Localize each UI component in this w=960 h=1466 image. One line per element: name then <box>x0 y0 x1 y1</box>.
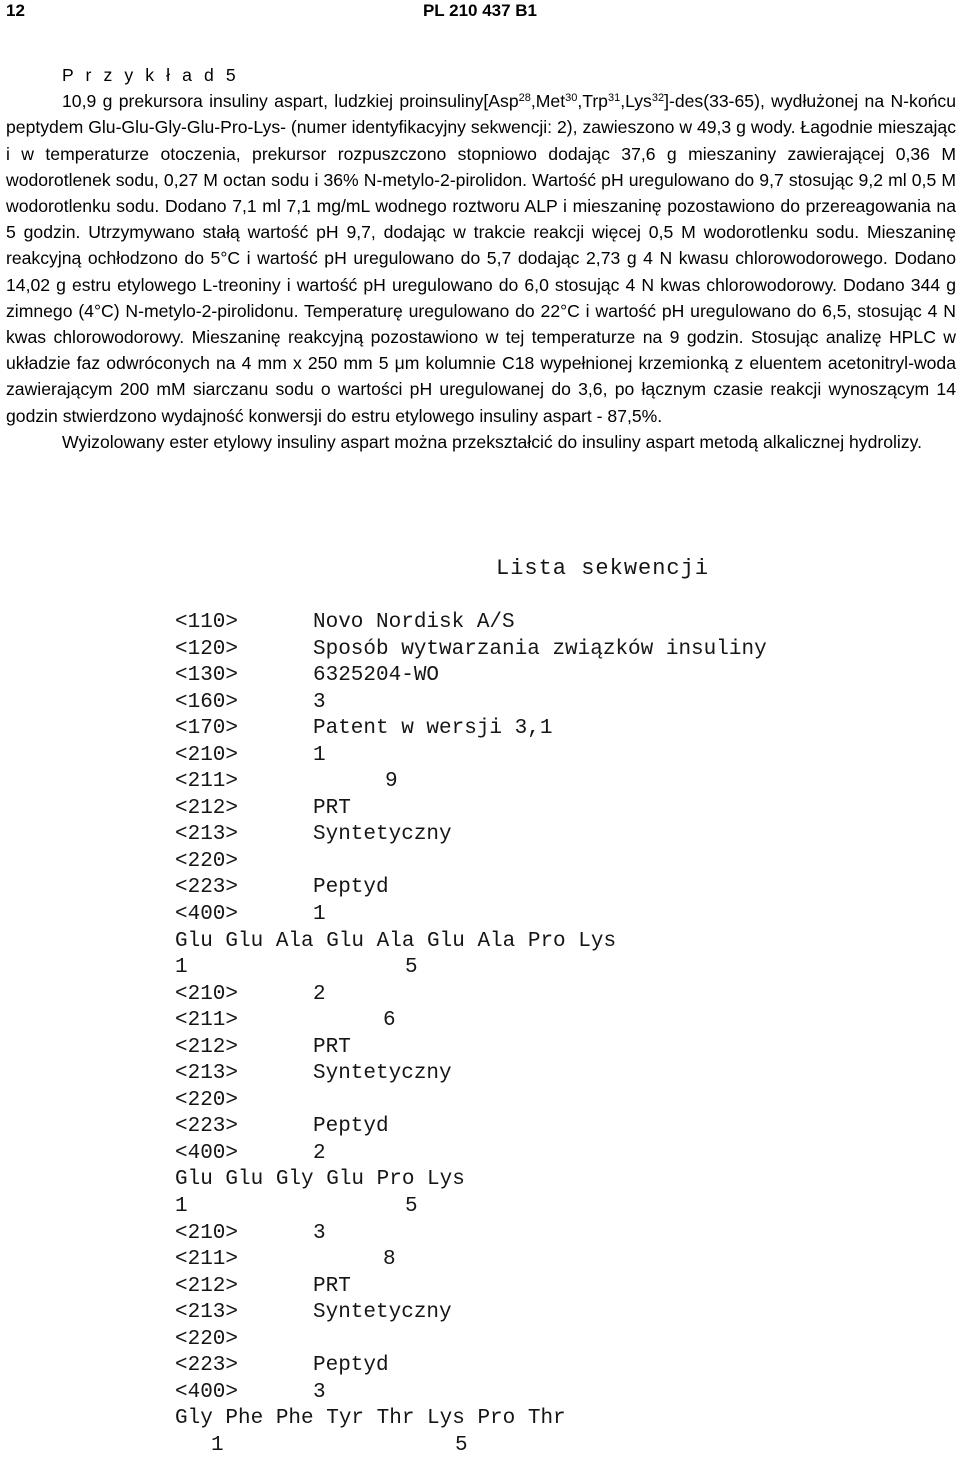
seq-value: PRT <box>313 1035 351 1059</box>
sequence-listing <box>0 556 960 1461</box>
example-section <box>6 62 956 455</box>
seq1-line-212 <box>175 796 767 823</box>
seq-value: Peptyd <box>313 1115 389 1139</box>
seq-tag: <211> <box>175 1009 239 1033</box>
seq-value: 6 <box>383 1009 396 1033</box>
example-paragraph-1 <box>6 88 956 429</box>
seq2-line-213 <box>175 1061 767 1088</box>
seq-header-line <box>175 663 767 690</box>
seq-value: Syntetyczny <box>313 823 452 847</box>
page-header <box>0 0 960 24</box>
seq-header-line <box>175 637 767 664</box>
superscript-28: 28 <box>518 92 531 105</box>
seq1-line-400 <box>175 902 767 929</box>
seq1-line-223 <box>175 875 767 902</box>
seq3-line-211 <box>175 1247 767 1274</box>
seq-value: 6325204-WO <box>313 664 440 688</box>
seq-value: 9 <box>385 770 398 794</box>
seq1-line-210 <box>175 743 767 770</box>
example-title: P r z y k ł a d 5 <box>62 65 240 85</box>
seq2-line-210 <box>175 982 767 1009</box>
paragraph-text: ,Trp <box>577 91 608 112</box>
seq-number-start: 1 <box>175 1195 188 1219</box>
seq-value: Sposób wytwarzania związków insuliny <box>313 637 767 661</box>
seq2-line-223 <box>175 1114 767 1141</box>
seq-number-five: 5 <box>405 956 418 980</box>
seq-value: PRT <box>313 796 351 820</box>
page-number: 12 <box>6 1 25 20</box>
seq-value: 2 <box>313 982 326 1006</box>
seq-value: 3 <box>313 1221 326 1245</box>
paragraph-text: 10,9 g prekursora insuliny aspart, ludzkiej proinsuliny[Asp <box>62 91 519 112</box>
seq-tag: <211> <box>175 1248 239 1272</box>
seq3-line-400 <box>175 1380 767 1407</box>
seq-number-start: 1 <box>175 956 188 980</box>
seq3-residues: Gly Phe Phe Tyr Thr Lys Pro Thr <box>175 1407 566 1431</box>
seq-tag: <210> <box>175 982 239 1006</box>
seq-header-line <box>175 716 767 743</box>
seq-tag: <220> <box>175 1327 239 1351</box>
seq3-line-220 <box>175 1327 767 1354</box>
seq-value: 3 <box>313 1380 326 1404</box>
seq-number-five: 5 <box>405 1195 418 1219</box>
seq1-line-213 <box>175 822 767 849</box>
superscript-30: 30 <box>565 92 578 105</box>
seq-value: PRT <box>313 1274 351 1298</box>
seq-value: Syntetyczny <box>313 1062 452 1086</box>
seq-value: 1 <box>313 903 326 927</box>
seq-tag: <400> <box>175 1380 239 1404</box>
seq1-line-211 <box>175 769 767 796</box>
seq1-numbering <box>175 955 767 982</box>
seq-tag: <160> <box>175 690 239 714</box>
seq-number-start: 1 <box>211 1433 224 1457</box>
seq-tag: <170> <box>175 717 239 741</box>
seq-header-line <box>175 610 767 637</box>
seq-tag: <400> <box>175 903 239 927</box>
seq-number-five: 5 <box>455 1433 468 1457</box>
seq-tag: <223> <box>175 1354 239 1378</box>
seq-tag: <213> <box>175 1301 239 1325</box>
seq-value: 8 <box>383 1248 396 1272</box>
seq-value: 3 <box>313 690 326 714</box>
seq-tag: <400> <box>175 1141 239 1165</box>
seq-tag: <120> <box>175 637 239 661</box>
seq-tag: <212> <box>175 796 239 820</box>
sequence-listing-lines <box>175 610 767 1460</box>
paragraph-text: ,Met <box>530 91 566 112</box>
seq-tag: <213> <box>175 1062 239 1086</box>
seq2-line-220 <box>175 1088 767 1115</box>
seq-value: 1 <box>313 743 326 767</box>
seq2-line-400 <box>175 1141 767 1168</box>
seq-header-line <box>175 690 767 717</box>
seq-tag: <220> <box>175 849 239 873</box>
seq1-line-220 <box>175 849 767 876</box>
paragraph-text: ,Lys <box>620 91 652 112</box>
seq-tag: <223> <box>175 876 239 900</box>
seq-tag: <110> <box>175 611 239 634</box>
example-paragraph-2: Wyizolowany ester etylowy insuliny aspart można przekształcić do insuliny aspart metodą alkalicznej hydrolizy. <box>62 431 923 452</box>
superscript-31: 31 <box>607 92 621 105</box>
seq-tag: <210> <box>175 1221 239 1245</box>
seq3-numbering <box>175 1433 767 1460</box>
paragraph-text: ]-des(33-65), wydłużonej na N-końcu peptydem Glu-Glu-Gly-Glu-Pro-Lys- (numer identyfikacyjny sekwencji: 2), zawieszono w 49,3 g wody. Łagodnie mieszając i w temperaturze otoczenia, prekursor rozpuszczono stopniowo dodając 37,6 g mieszaniny zawierającej 0,36 M wodorotlenek sodu, 0,27 M octan sodu i 36% N-metylo-2-pirolidon. Wartość pH uregulowano do 9,7 stosując 9,2 ml 0,5 M wodorotlenku sodu. Dodano 7,1 ml 7,1 mg/mL wodnego roztworu ALP i mieszaninę pozostawiono do przereagowania na 5 godzin. Utrzymywano stałą wartość pH 9,7, dodając w trakcie reakcji więcej 0,5 M wodorotlenku sodu. Mieszaninę reakcyjną ochłodzono do 5°C i wartość pH uregulowano do 5,7 dodając 2,73 g 4 N kwasu chlorowodorowego. Dodano 14,02 g estru etylowego L-treoniny i wartość pH uregulowano do 6,0 stosując 4 N kwas chlorowodorowy. Dodano 344 g zimnego (4°C) N-metylo-2-pirolidonu. Temperaturę uregulowano do 22°C i wartość pH uregulowano do 6,5, stosując 4 N kwas chlorowodorowy. Mieszaninę reakcyjną pozostawiono w tej temperaturze na 9 godzin. Stosując analizę HPLC w układzie faz odwróconych na 4 mm x 250 mm 5 μm kolumnie C18 wypełnionej krzemionką z eluentem acetonitryl-woda zawierającym 200 mM siarczanu sodu o wartości pH uregulowanej do 3,6, po łącznym czasie reakcji wynoszącym 14 godzin stwierdzono wydajność konwersji do estru etylowego insuliny aspart - 87,5%. <box>6 91 956 426</box>
seq3-line-210 <box>175 1221 767 1248</box>
superscript-32: 32 <box>651 92 665 105</box>
seq-tag: <211> <box>175 770 239 794</box>
seq-tag: <130> <box>175 664 239 688</box>
seq-tag: <212> <box>175 1274 239 1298</box>
seq2-line-211 <box>175 1008 767 1035</box>
seq-value: Novo Nordisk A/S <box>313 611 515 634</box>
seq-value: 2 <box>313 1141 326 1165</box>
seq-value: Patent w wersji 3,1 <box>313 717 553 741</box>
seq-value: Peptyd <box>313 1354 389 1378</box>
seq2-line-212 <box>175 1035 767 1062</box>
sequence-listing-title: Lista sekwencji <box>496 556 710 581</box>
seq3-line-212 <box>175 1274 767 1301</box>
patent-number: PL 210 437 B1 <box>422 1 538 20</box>
seq-tag: <212> <box>175 1035 239 1059</box>
seq3-line-213 <box>175 1300 767 1327</box>
seq2-residues: Glu Glu Gly Glu Pro Lys <box>175 1168 465 1192</box>
seq-value: Peptyd <box>313 876 389 900</box>
seq2-numbering <box>175 1194 767 1221</box>
seq-value: Syntetyczny <box>313 1301 452 1325</box>
seq-tag: <223> <box>175 1115 239 1139</box>
seq-tag: <220> <box>175 1088 239 1112</box>
seq1-residues: Glu Glu Ala Glu Ala Glu Ala Pro Lys <box>175 929 617 953</box>
seq3-line-223 <box>175 1353 767 1380</box>
seq-tag: <210> <box>175 743 239 767</box>
seq-tag: <213> <box>175 823 239 847</box>
